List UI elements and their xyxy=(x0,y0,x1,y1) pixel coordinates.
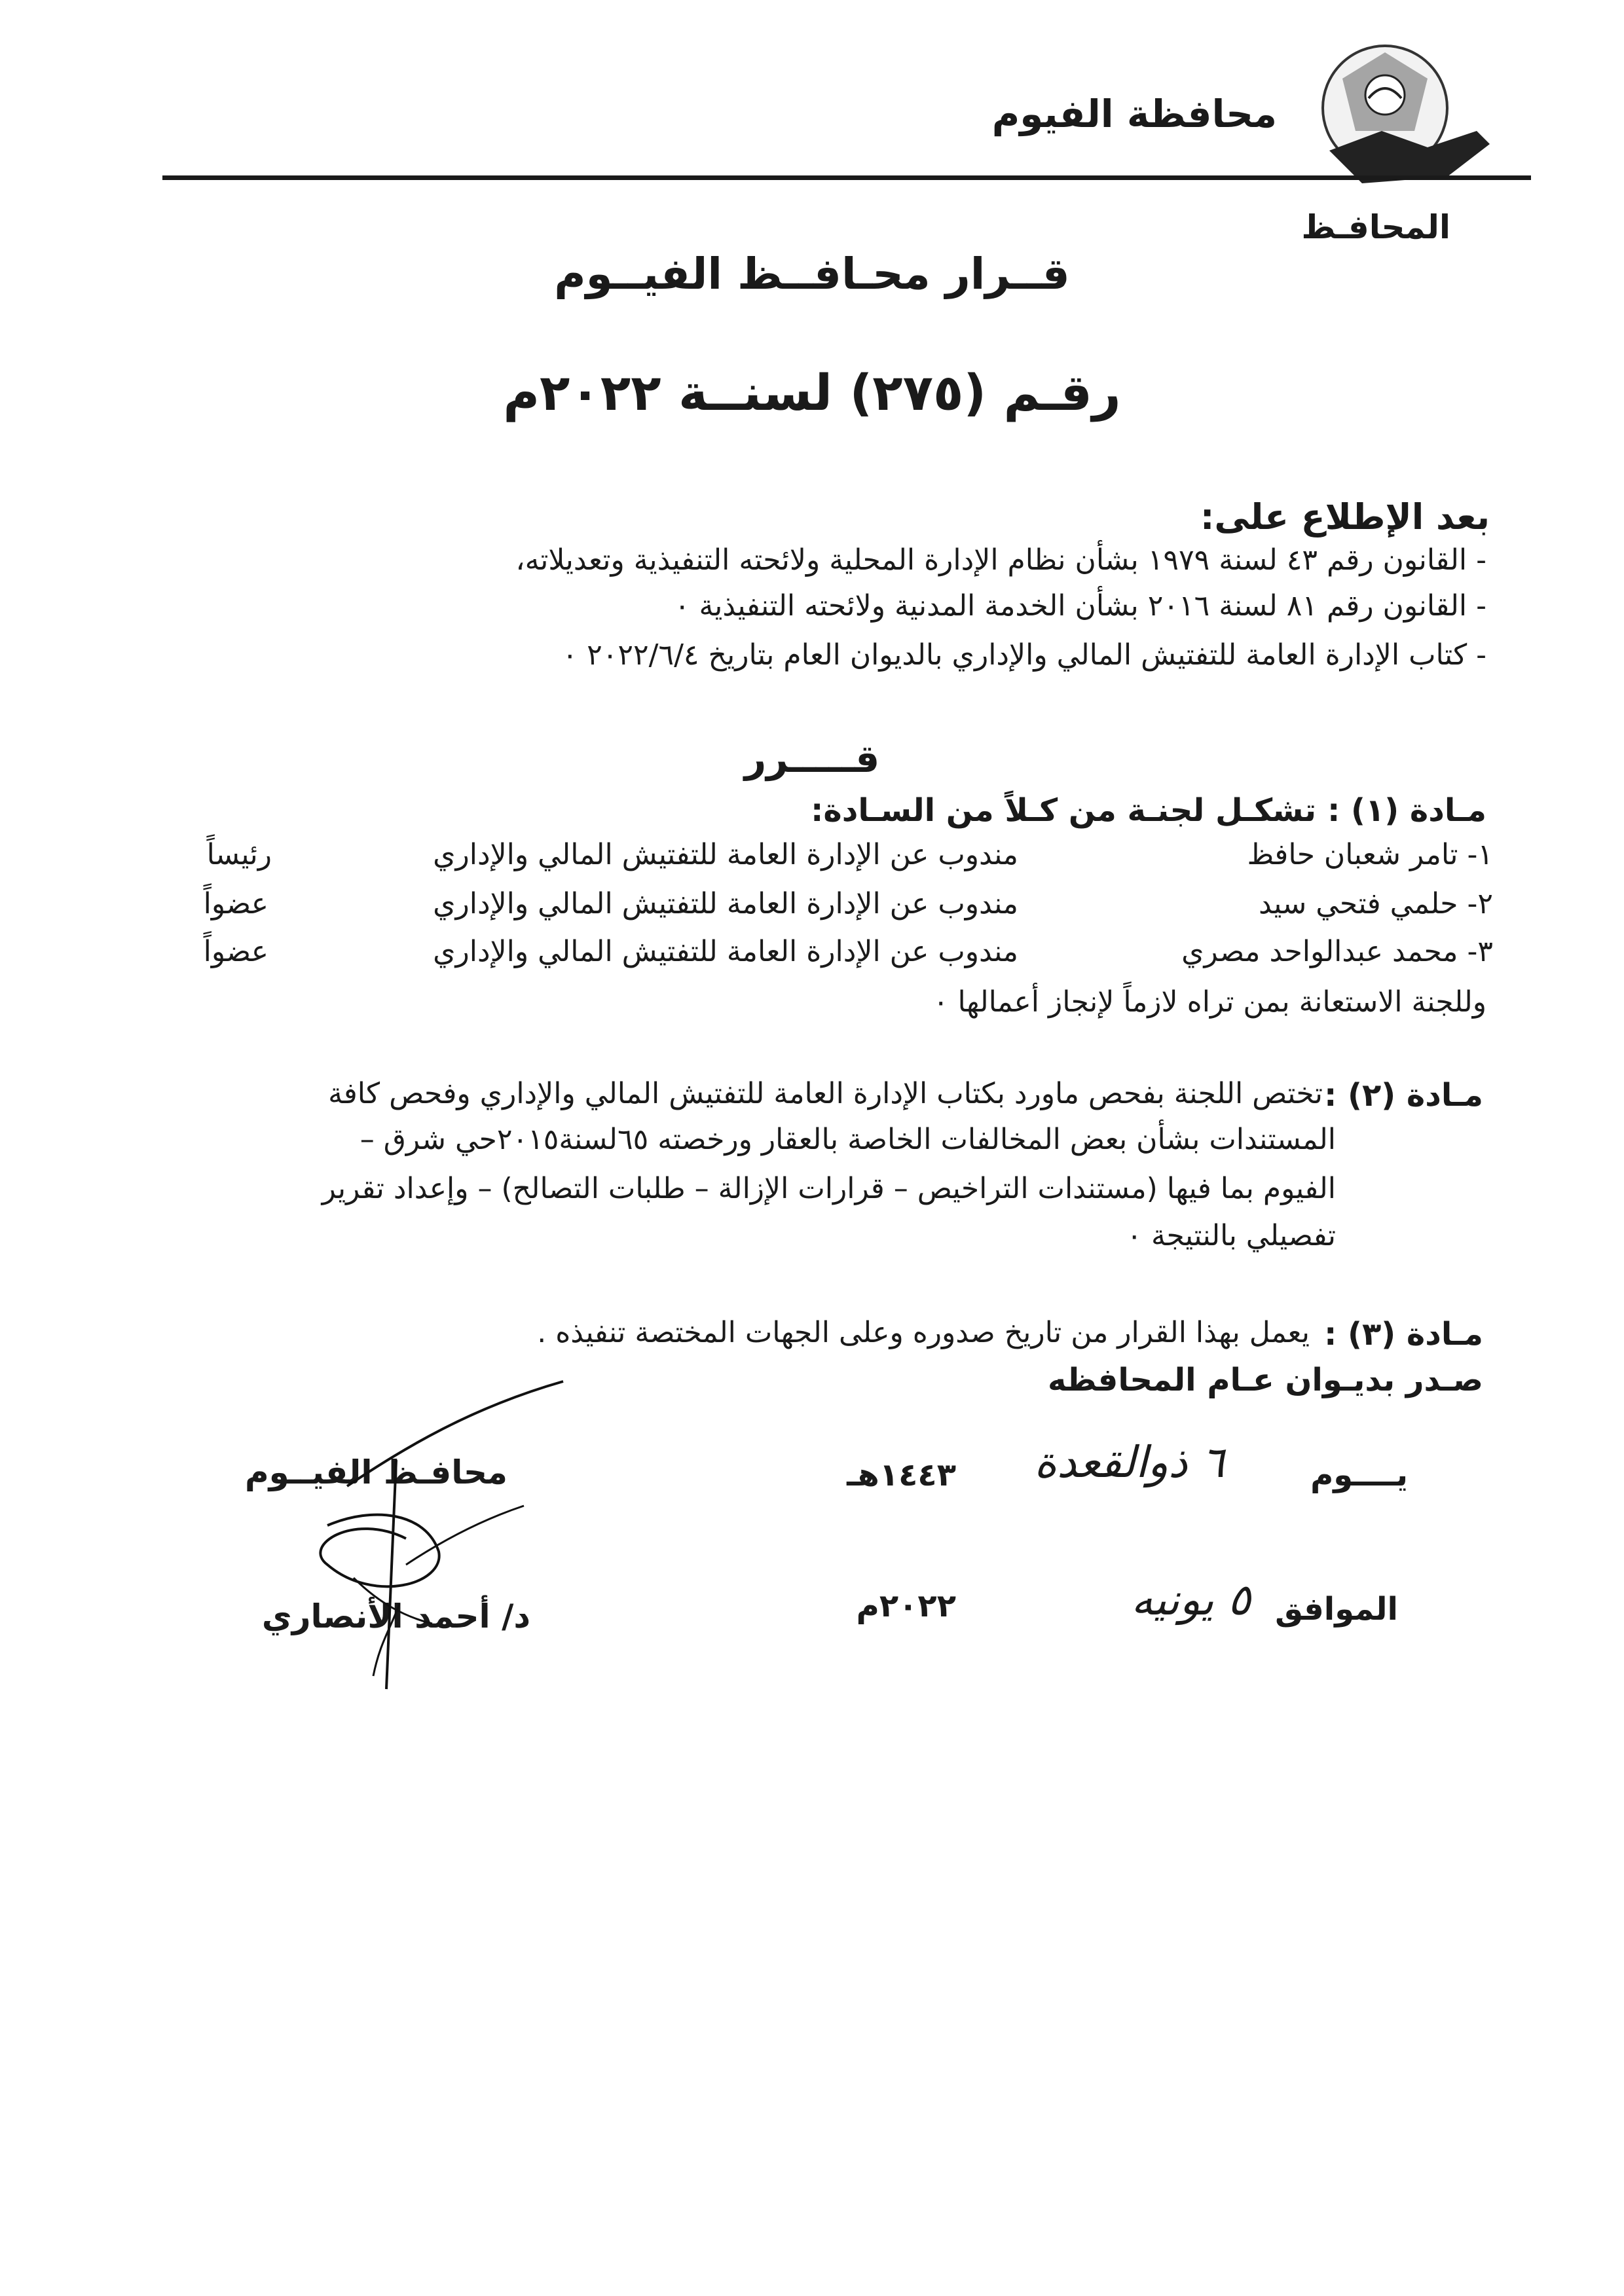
article1-text: تشكـل لجنـة من كـلاً من السـادة: xyxy=(811,792,1316,829)
decision-number: رقـم (٢٧٥) لسنــة ٢٠٢٢م xyxy=(503,363,1121,422)
header-rule xyxy=(162,175,1531,180)
article3-label: مـادة (٣) : xyxy=(1324,1316,1483,1353)
member-role: مندوب عن الإدارة العامة للتفتيش المالي والإداري xyxy=(433,935,1018,968)
day-label: يــــوم xyxy=(1310,1457,1408,1493)
member-name: ٢- حلمي فتحي سيد xyxy=(1259,887,1493,920)
decision-heading: قـــــرر xyxy=(744,737,880,781)
member-name: ١- تامر شعبان حافظ xyxy=(1247,838,1493,871)
hijri-year: ١٤٤٣هـ xyxy=(847,1457,956,1493)
hijri-day-handwritten: ٦ ذوالقعدة xyxy=(1034,1437,1225,1487)
article2-line: المستندات بشأن بعض المخالفات الخاصة بالعقار ورخصته ٦٥لسنة٢٠١٥حي شرق – xyxy=(360,1123,1336,1156)
member-position: رئيساً xyxy=(206,838,272,871)
article1-note: وللجنة الاستعانة بمن تراه لازماً لإنجاز أعمالها ٠ xyxy=(932,985,1486,1019)
signatory-title: محافـظ الفيــوم xyxy=(244,1453,507,1491)
article2-line: الفيوم بما فيها (مستندات التراخيص – قرارات الإزالة – طلبات التصالح) – وإعداد تقرير xyxy=(322,1172,1336,1205)
member-position: عضواً xyxy=(203,935,268,968)
governorate-name: محافظة الفيوم xyxy=(991,92,1277,136)
article3-text: يعمل بهذا القرار من تاريخ صدوره وعلى الجهات المختصة تنفيذه . xyxy=(537,1316,1310,1349)
preamble-item: - القانون رقم ٨١ لسنة ٢٠١٦ بشأن الخدمة المدنية ولائحته التنفيذية ٠ xyxy=(674,589,1486,623)
member-name: ٣- محمد عبدالواحد مصري xyxy=(1181,935,1493,968)
member-role: مندوب عن الإدارة العامة للتفتيش المالي والإداري xyxy=(433,887,1018,920)
article2-line: تفصيلي بالنتيجة ٠ xyxy=(1126,1219,1336,1252)
article2-line: تختص اللجنة بفحص ماورد بكتاب الإدارة العامة للتفتيش المالي والإداري وفحص كافة xyxy=(328,1077,1323,1110)
handwritten-signature xyxy=(275,1368,576,1709)
greg-year: ٢٠٢٢م xyxy=(856,1588,956,1624)
decision-title: قــرار محـافــظ الفيــوم xyxy=(554,249,1070,299)
corresponding-label: الموافق xyxy=(1275,1591,1398,1628)
preamble-item: - القانون رقم ٤٣ لسنة ١٩٧٩ بشأن نظام الإدارة المحلية ولائحته التنفيذية وتعديلاته، xyxy=(515,543,1486,577)
signatory-name: د/ أحمد الأنصاري xyxy=(261,1597,530,1635)
issued-line: صـدر بديـوان عـام المحافظه xyxy=(1048,1362,1483,1398)
preamble-heading: بعد الإطلاع على: xyxy=(1200,496,1490,538)
article2-label: مـادة (٢) : xyxy=(1324,1077,1483,1114)
greg-day-handwritten: ٥ يونيه xyxy=(1131,1575,1251,1625)
member-position: عضواً xyxy=(203,887,268,920)
office-label: المحافـظ xyxy=(1301,208,1450,246)
governorate-emblem xyxy=(1303,33,1493,190)
member-role: مندوب عن الإدارة العامة للتفتيش المالي والإداري xyxy=(433,838,1018,871)
article1-label: مـادة (١) : xyxy=(1327,792,1486,829)
preamble-item: - كتاب الإدارة العامة للتفتيش المالي والإداري بالديوان العام بتاريخ ٢٠٢٢/٦/٤ ٠ xyxy=(562,638,1486,672)
